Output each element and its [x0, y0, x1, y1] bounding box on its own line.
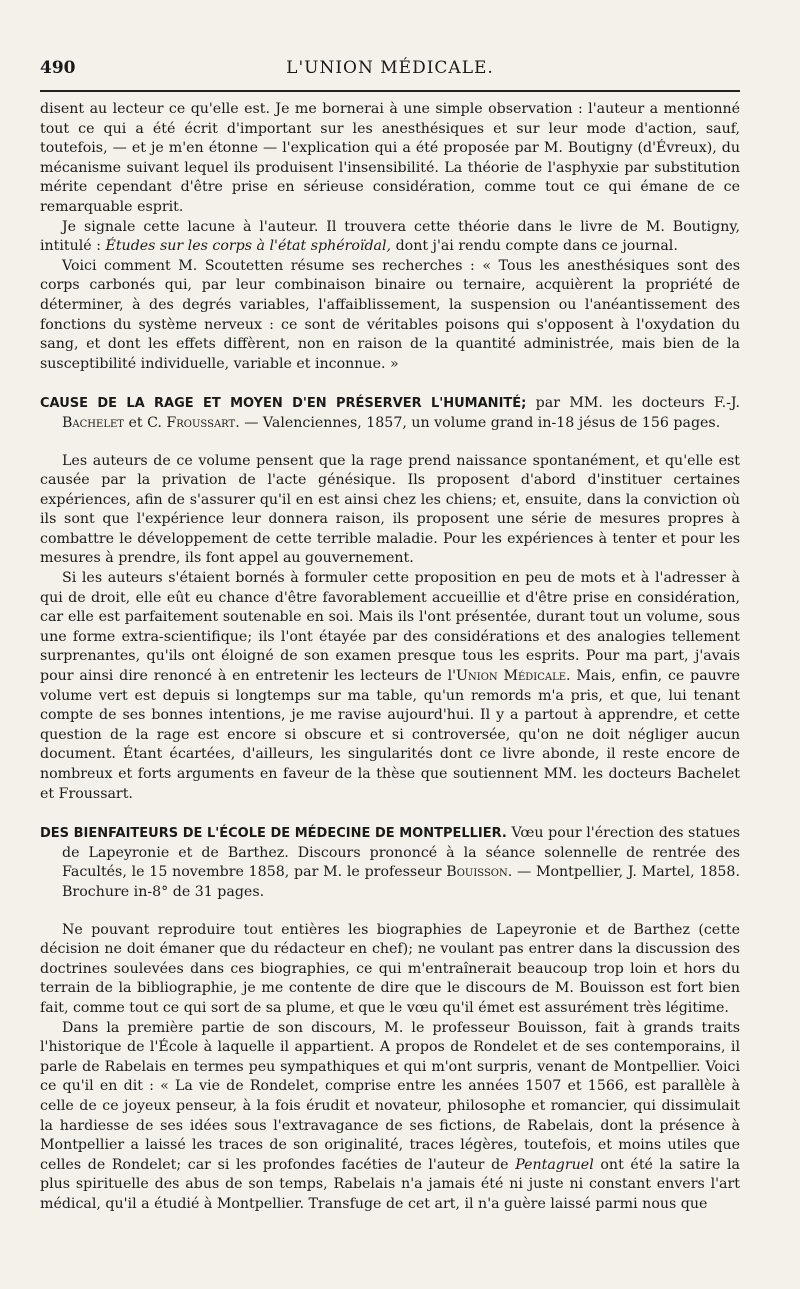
paragraph: Voici comment M. Scoutetten résume ses recherches : « Tous les anesthésiques sont des corps carbonés qui, par leur combinaison binaire ou ternaire, acquièrent la propriété de déterminer, à des degrés variables, l'affaiblissement, la suspension ou l'anéantissement des fonctions du système nerveux : ce sont de véritables poisons qui s'opposent à l'oxydation du sang, et dont les effets diffèrent, non en raison de la quantité administrée, mais bien de la susceptibilité individuelle, variable et inconnue. »: [40, 257, 740, 372]
entry-heading: [40, 824, 740, 902]
text-run: ont été la satire la plus spirituelle des abus de son temps, Rabelais n'a jamais été ni juste ni constant envers l'art médical, qu'il a étudié à Montpellier. Transfuge de cet art, il n'a guère laissé parmi nous que: [40, 1156, 740, 1212]
paragraph: [40, 218, 740, 257]
spacer: [40, 434, 740, 452]
text-run: Je signale cette lacune à l'auteur. Il trouvera cette théorie dans le livre de M. Boutigny, intitulé :: [40, 218, 740, 255]
paragraph: [40, 569, 740, 804]
book-title: Pentagruel: [515, 1156, 594, 1173]
journal-name: Union Médicale.: [456, 668, 571, 685]
author-name: C. Froussart.: [147, 414, 240, 431]
text-run: et: [123, 414, 148, 431]
paragraph: [40, 1019, 740, 1215]
bibliography-entry: [40, 824, 740, 1214]
paragraph: disent au lecteur ce qu'elle est. Je me bornerai à une simple observation : l'auteur a mentionné tout ce qui a été écrit d'important sur les anesthésiques et sur leur mode d'action, sauf, toutefois, — et je m'en étonne — l'explication qui a été proposée par M. Boutigny (d'Évreux), du mécanisme suivant lequel ils produisent l'insensibilité. La théorie de l'asphyxie par substitution mérite cependant d'être prise en sérieuse considération, comme tout ce qui émane de ce remarquable esprit.: [40, 101, 740, 215]
page-header: [40, 58, 740, 88]
entry-title: DES BIENFAITEURS DE L'ÉCOLE DE MÉDECINE DE MONTPELLIER.: [40, 826, 507, 842]
text-run: dont j'ai rendu compte dans ce journal.: [391, 238, 678, 255]
entry-title: CAUSE DE LA RAGE ET MOYEN D'EN PRÉSERVER L'HUMANITÉ;: [40, 396, 527, 412]
page-number: 490: [40, 58, 76, 78]
body-text: [40, 100, 740, 1214]
text-run: — Valenciennes, 1857, un volume grand in-18 jésus de 156 pages.: [239, 414, 721, 431]
header-rule: [40, 90, 740, 92]
author-name: F.-J. Bachelet: [62, 395, 740, 431]
text-run: Mais, enfin, ce pauvre volume vert est depuis si longtemps sur ma table, qu'un remords m'a pris, et que, lui tenant compte de ses bonnes intentions, je me ravise aujourd'hui. Il y a partout à apprendre, et cette question de la rage est encore si obscure et si controversée, qu'on ne doit négliger aucun document. Étant écartées, d'ailleurs, les singularités dont ce livre abonde, il reste encore de nombreux et forts arguments en faveur de la thèse que soutiennent MM. les docteurs Bachelet et Froussart.: [40, 668, 740, 802]
entry-heading: [40, 394, 740, 433]
text-run: Si les auteurs s'étaient bornés à formuler cette proposition en peu de mots et à l'adresser à qui de droit, elle eût eu chance d'être favorablement accueillie et d'être prise en considération, car elle est parfaitement soutenable en soi. Mais ils l'ont présentée, durant tout un volume, sous une forme extra-scientifique; ils l'ont étayée par des considérations et des analogies tellement surprenantes, qu'ils ont éloigné de son examen presque tous les esprits. Pour ma part, j'avais pour ainsi dire renoncé à en entretenir les lecteurs de l': [40, 570, 740, 685]
text-run: — Montpellier, J. Martel, 1858. Brochure in-8° de 31 pages.: [62, 864, 740, 900]
text-run: Dans la première partie de son discours, M. le professeur Bouisson, fait à grands traits l'historique de l'École à laquelle il appartient. A propos de Rondelet et de ses contemporains, il parle de Rabelais en termes peu sympathiques et qui m'ont surpris, venant de Montpellier. Voici ce qu'il en dit : « La vie de Rondelet, comprise entre les années 1507 et 1566, est parallèle à celle de ce joyeux penseur, à la fois érudit et novateur, philosophe et romancier, qui dissimulait la hardiesse de ses idées sous l'extravagance de ses fictions, de Rabelais, dont la présence à Montpellier a laissé les traces de son originalité, traces légères, toutefois, et moins utiles que celles de Rondelet; car si les profondes facéties de l'auteur de: [40, 1019, 740, 1173]
text-run: Vœu pour l'érection des statues de Lapeyronie et de Barthez. Discours prononcé à la séance solennelle de rentrée des Facultés, le 15 novembre 1858, par M. le professeur: [62, 825, 741, 881]
book-title: Études sur les corps à l'état sphéroïdal,: [105, 238, 392, 255]
running-title: L'UNION MÉDICALE.: [286, 58, 494, 78]
author-name: Bouisson.: [446, 864, 513, 881]
text-run: par MM. les docteurs: [526, 395, 714, 412]
paragraph: Les auteurs de ce volume pensent que la rage prend naissance spontanément, et qu'elle est causée par la privation de l'acte génésique. Ils proposent d'abord d'instituer certaines expériences, afin de s'assurer qu'il en est ainsi chez les chiens; et, ensuite, dans la conviction où ils sont que l'expérience leur donnera raison, ils proposent une série de mesures propres à combattre le développement de cette terrible maladie. Pour les expériences à tenter et pour les mesures à prendre, ils font appel au gouvernement.: [40, 452, 740, 567]
bibliography-entry: [40, 394, 740, 804]
spacer: [40, 903, 740, 921]
paragraph: Ne pouvant reproduire tout entières les biographies de Lapeyronie et de Barthez (cette décision ne doit émaner que du rédacteur en chef); ne voulant pas entrer dans la discussion des doctrines soulevées dans ces biographies, ce qui m'entraînerait beaucoup trop loin et hors du terrain de la bibliographie, je me contente de dire que le discours de M. Bouisson est fort bien fait, comme tout ce qui sort de sa plume, et que le vœu qu'il émet est assurément très légitime.: [40, 921, 740, 1016]
